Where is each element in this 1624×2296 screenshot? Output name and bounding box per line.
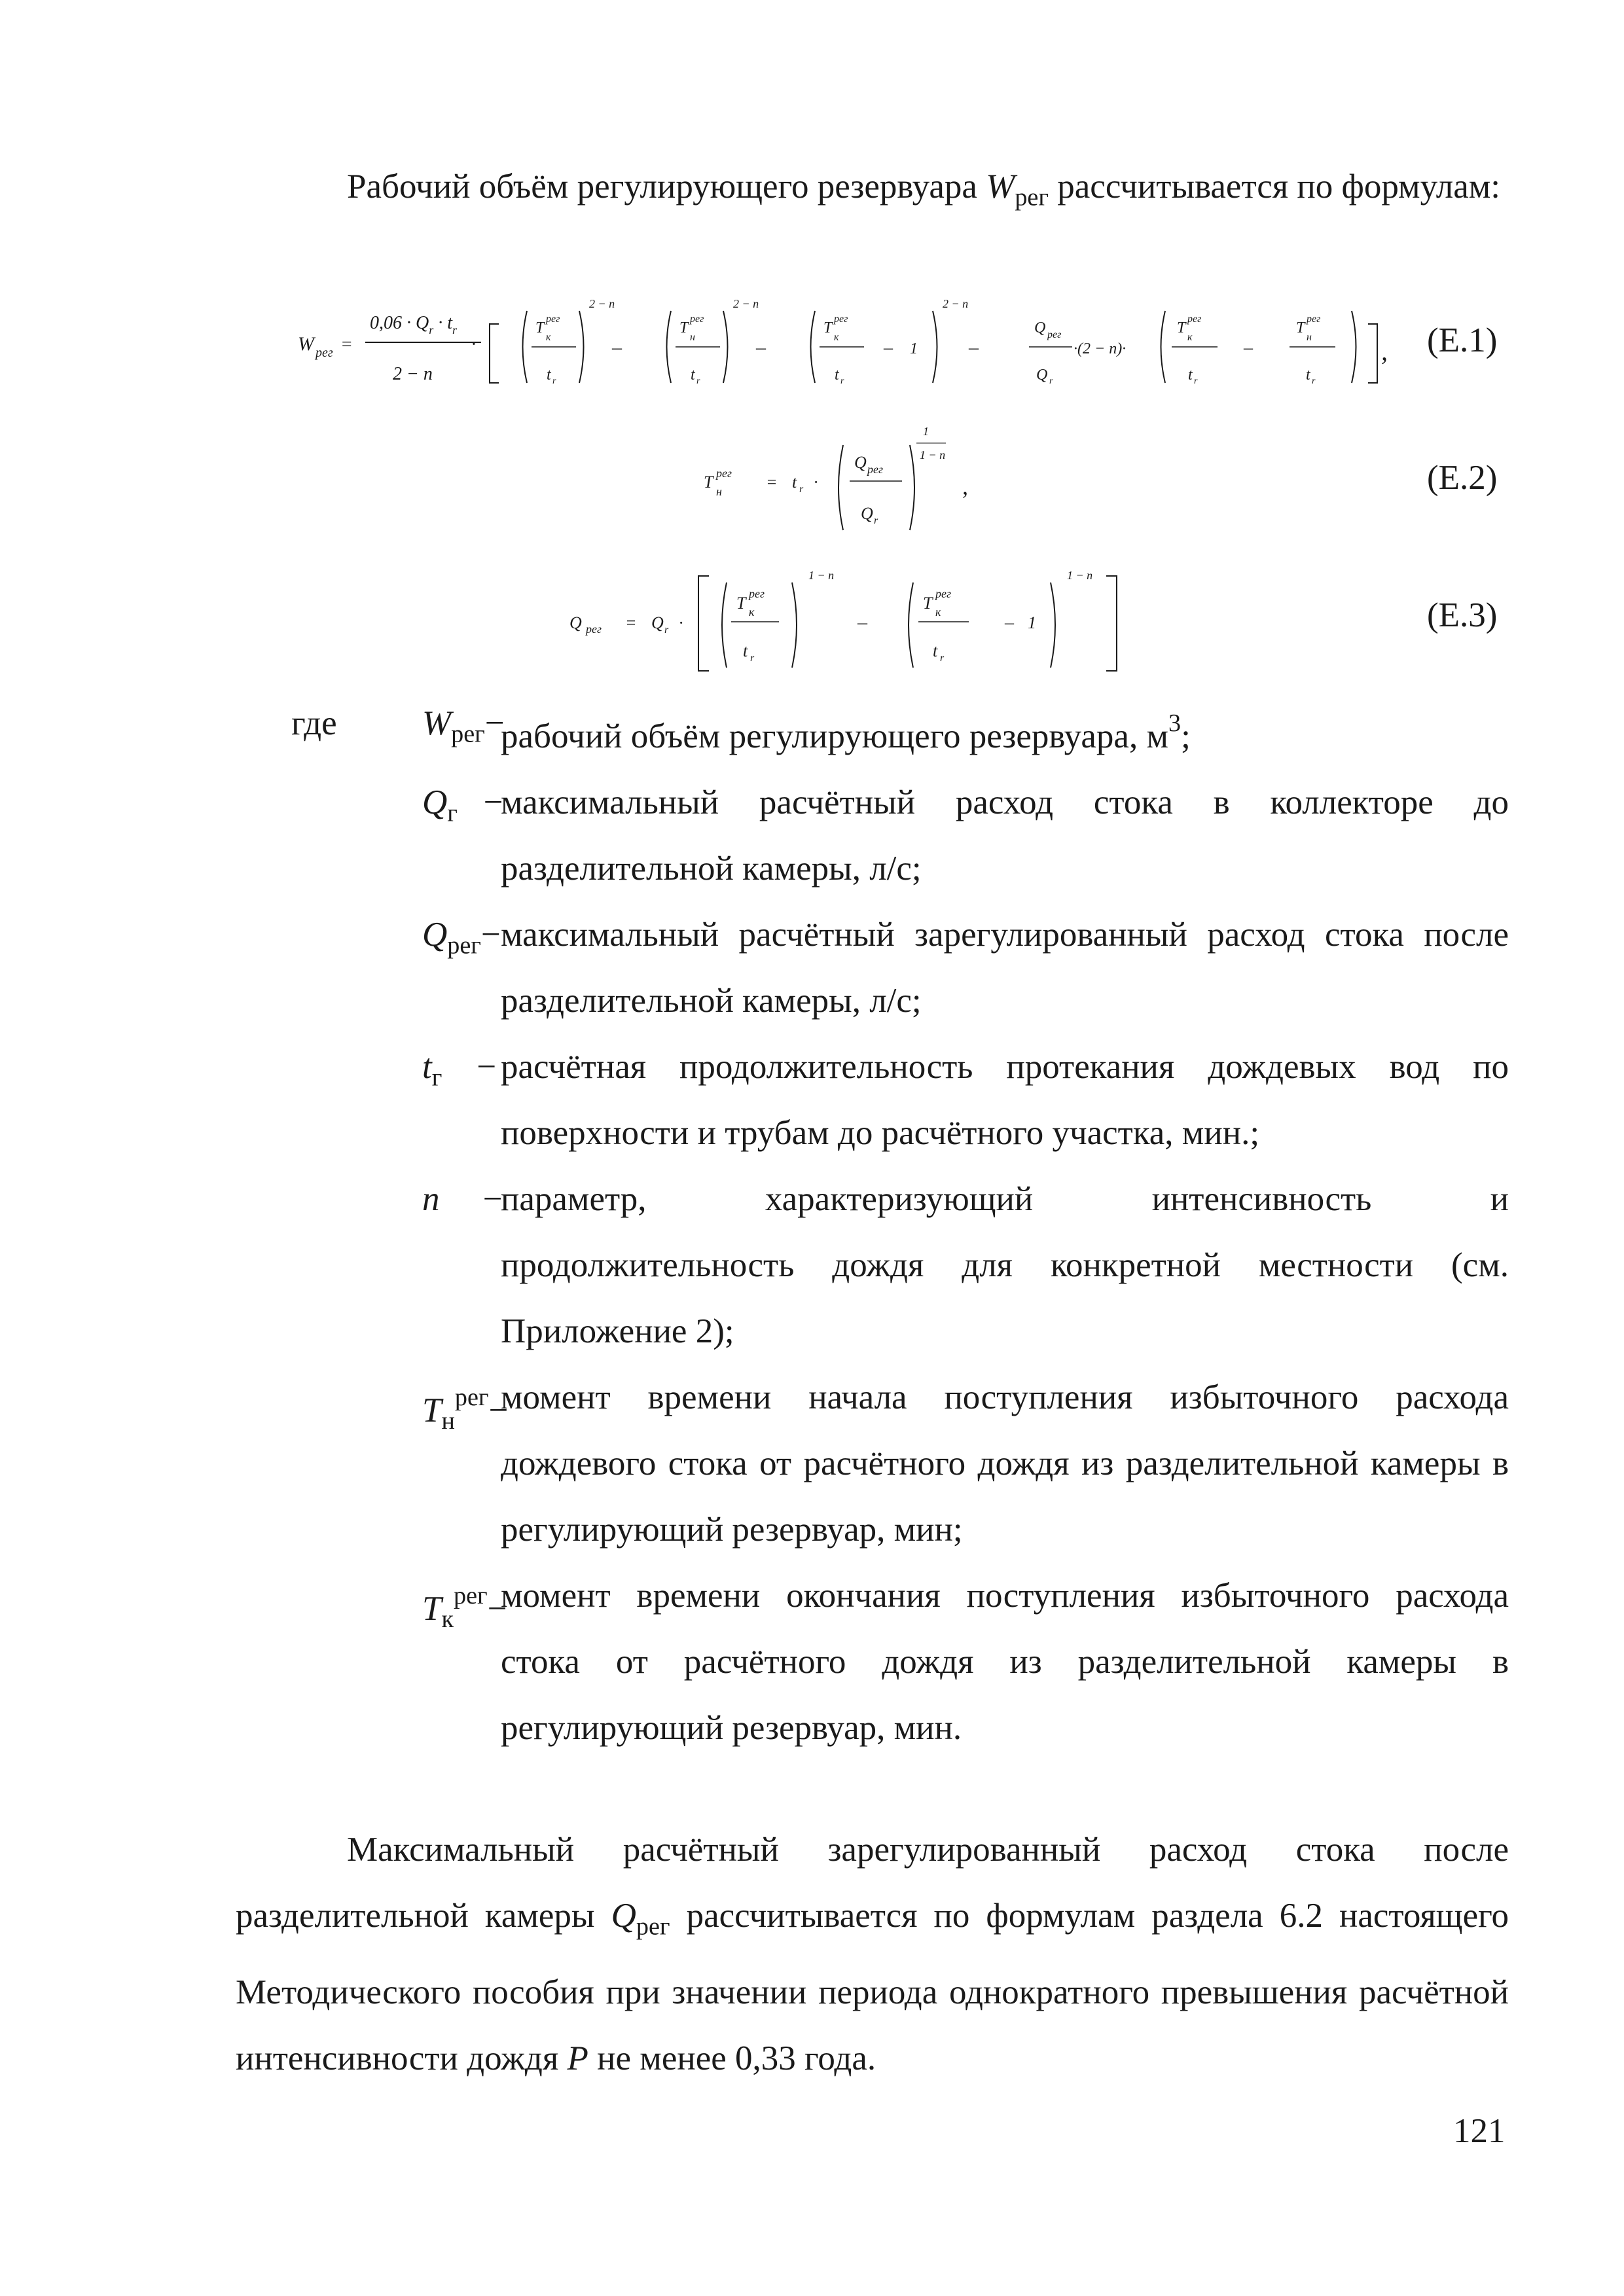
svg-text:=: = <box>766 473 778 492</box>
svg-text:1: 1 <box>923 425 929 438</box>
svg-text:–: – <box>857 611 867 633</box>
svg-text:рег: рег <box>749 587 765 600</box>
svg-text:рег: рег <box>586 622 602 636</box>
svg-text:рег: рег <box>546 314 560 325</box>
svg-text:t: t <box>1188 367 1193 384</box>
equation-number-e1: (Е.1) <box>1427 321 1498 359</box>
svg-text:,: , <box>1381 336 1388 366</box>
svg-text:T: T <box>704 473 713 492</box>
svg-text:r: r <box>840 376 844 386</box>
definition-t-k-reg: $T_к^{рег}-$ момент времени окончания поступления избыточного расхода стока от расчётного дождя из разделительной камеры в регулирующий резервуар, мин. <box>422 1576 1509 1747</box>
svg-text:T: T <box>736 594 746 613</box>
svg-text:к: к <box>546 332 551 343</box>
definition-n: n − параметр, характеризующий интенсивность и продолжительность дождя для конкретной местности (см. Приложение 2); <box>422 1179 1509 1350</box>
svg-text:рег: рег <box>1187 314 1202 325</box>
svg-text:1 − n: 1 − n <box>808 569 835 582</box>
svg-text:1: 1 <box>910 340 918 357</box>
svg-text:–: – <box>612 336 622 358</box>
svg-text:рег: рег <box>316 346 333 360</box>
equation-number-e2: (Е.2) <box>1427 459 1498 497</box>
svg-text:2 − n: 2 − n <box>589 297 615 310</box>
svg-text:r: r <box>799 484 804 495</box>
svg-text:·: · <box>679 613 683 632</box>
svg-text:r: r <box>696 376 700 386</box>
svg-text:к: к <box>834 332 839 343</box>
svg-text:T: T <box>535 319 545 336</box>
formula-e3 <box>560 560 1136 677</box>
svg-text:t: t <box>1306 367 1310 384</box>
svg-text:r: r <box>1312 376 1316 386</box>
page-number: 121 <box>1453 2112 1506 2150</box>
svg-text:2 − n: 2 − n <box>943 297 969 310</box>
svg-text:T: T <box>1296 319 1305 336</box>
svg-text:–: – <box>969 336 979 358</box>
svg-text:r: r <box>874 515 878 526</box>
svg-text:·(2 − n)·: ·(2 − n)· <box>1074 340 1127 357</box>
svg-text:н: н <box>1307 332 1312 343</box>
svg-text:t: t <box>792 473 797 492</box>
svg-text:Q: Q <box>1036 367 1048 384</box>
svg-text:r: r <box>552 376 556 386</box>
variable-definitions <box>236 691 1509 1761</box>
equation-number-e3: (Е.3) <box>1427 596 1498 634</box>
svg-text:к: к <box>749 605 755 619</box>
svg-text:0,06 · Qr · tr: $0,06 \cdot Q_r \cdot t_r$ <box>370 313 458 336</box>
svg-text:r: r <box>1049 376 1053 386</box>
formula-e1 <box>288 288 1401 399</box>
svg-text:t: t <box>691 367 695 384</box>
svg-text:t: t <box>933 641 938 660</box>
w-reg-symbol: $W_{рег}$ <box>986 168 1049 211</box>
svg-text:=: = <box>340 334 353 355</box>
svg-text:t: t <box>547 367 551 384</box>
svg-text:T: T <box>679 319 689 336</box>
svg-text:–: – <box>884 338 893 358</box>
svg-text:1: 1 <box>1028 613 1036 632</box>
svg-text:T: T <box>923 594 933 613</box>
definition-q-reg: $Q_{рег}-$ максимальный расчётный зарегулированный расход стока после разделительной камеры, л/с; <box>422 915 1509 1020</box>
svg-text:рег: рег <box>867 463 884 476</box>
svg-text:–: – <box>1005 613 1014 633</box>
svg-text:Q: Q <box>1034 319 1046 336</box>
svg-text:r: r <box>750 653 755 664</box>
svg-text:,: , <box>962 473 968 499</box>
svg-text:Q: Q <box>854 453 867 472</box>
svg-text:н: н <box>716 485 722 498</box>
svg-text:рег: рег <box>1047 329 1062 340</box>
svg-text:r: r <box>940 653 945 664</box>
svg-text:1 − n: 1 − n <box>920 448 946 461</box>
svg-text:r: r <box>1194 376 1198 386</box>
svg-text:t: t <box>743 641 748 660</box>
svg-text:рег: рег <box>1307 314 1321 325</box>
definition-t-r: $t_г$ − расчётная продолжительность протекания дождевых вод по поверхности и трубам до расчётного участка, мин.; <box>422 1047 1509 1152</box>
svg-text:2 − n: 2 − n <box>733 297 759 310</box>
svg-text:W: W <box>298 333 314 355</box>
svg-text:2 − n: 2 − n <box>393 364 433 384</box>
svg-text:=: = <box>625 613 637 632</box>
p-symbol: P <box>567 2039 588 2078</box>
svg-text:Q: Q <box>861 504 873 523</box>
definition-w-reg: где $W_{рег}-$ рабочий объём регулирующего резервуара, $м^3$; <box>236 691 1509 770</box>
svg-text:рег: рег <box>935 587 952 600</box>
svg-text:r: r <box>664 624 669 636</box>
svg-text:–: – <box>1244 338 1253 358</box>
svg-text:Q: Q <box>569 613 582 632</box>
closing-paragraph: Максимальный расчётный зарегулированный расход стока после разделительной камеры $Q_{рег}$ рассчитывается по формулам раздела 6.2 настоящего Методического пособия при значении периода однократного превышения расчётной интенсивности дождя P не менее 0,33 года. <box>236 1831 1509 2078</box>
svg-text:рег: рег <box>834 314 848 325</box>
svg-text:T: T <box>823 319 833 336</box>
svg-text:1 − n: 1 − n <box>1067 569 1093 582</box>
svg-text:рег: рег <box>690 314 704 325</box>
svg-text:·: · <box>814 473 818 492</box>
svg-text:–: – <box>756 336 766 358</box>
svg-text:к: к <box>1187 332 1193 343</box>
svg-text:к: к <box>935 605 941 619</box>
q-reg-symbol: $Q_{рег}$ <box>611 1897 670 1941</box>
svg-text:рег: рег <box>716 467 732 480</box>
svg-text:·: · <box>471 334 476 355</box>
svg-text:н: н <box>690 332 695 343</box>
definition-q-r: $Q_г$ − максимальный расчётный расход стока в коллекторе до разделительной камеры, л/с; <box>422 783 1509 888</box>
svg-text:T: T <box>1177 319 1186 336</box>
svg-text:Q: Q <box>651 613 664 632</box>
formula-e2 <box>694 416 995 540</box>
intro-paragraph: Рабочий объём регулирующего резервуара $W_{рег}$ рассчитывается по формулам: <box>347 168 1500 211</box>
where-label: где <box>291 704 337 742</box>
definition-t-n-reg: $T_н^{рег}-$ момент времени начала поступления избыточного расхода дождевого стока от расчётного дождя из разделительной камеры в регулирующий резервуар, мин; <box>422 1378 1509 1549</box>
svg-text:t: t <box>835 367 839 384</box>
